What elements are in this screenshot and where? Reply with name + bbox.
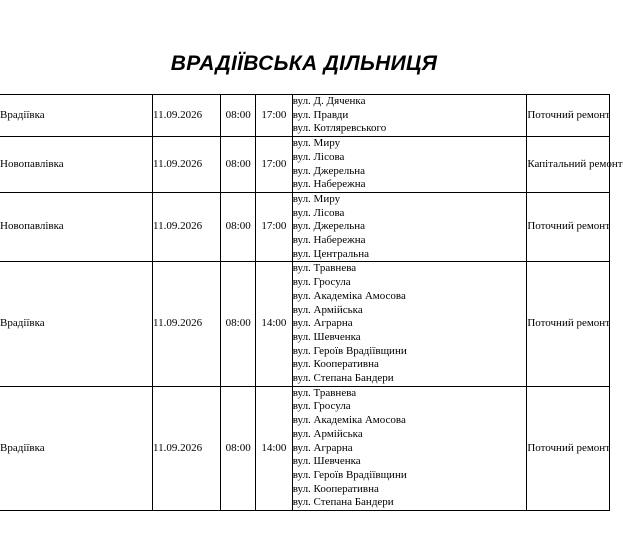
settlement-cell: Врадіївка [0,386,153,510]
date-cell: 11.09.2026 [153,137,221,193]
street-item: вул. Центральна [292,247,369,260]
start-time-cell: 08:00 [221,95,256,137]
street-item: вул. Гросула [292,276,351,289]
street-item: вул. Героїв Врадіївщини [292,468,407,481]
start-time-cell: 08:00 [221,192,256,262]
settlement-cell: Новопавлівка [0,137,153,193]
street-item: вул. Набережна [292,178,366,191]
end-time-cell: 14:00 [256,386,293,510]
end-time-cell: 17:00 [256,192,293,262]
start-time-cell: 08:00 [221,262,256,386]
streets-cell [292,137,527,193]
streets-cell [292,262,527,386]
work-type-cell: Поточний ремонт [527,192,610,262]
street-item: вул. Армійська [292,427,363,440]
street-item: вул. Лісова [292,206,345,219]
street-item: вул. Героїв Врадіївщини [292,344,407,357]
streets-cell [292,386,527,510]
street-item: вул. Армійська [292,303,363,316]
street-item: вул. Набережна [292,234,366,247]
street-item: вул. Лісова [292,150,345,163]
table-row [0,192,610,262]
table-row [0,137,610,193]
street-item: вул. Травнева [292,262,357,275]
date-cell: 11.09.2026 [153,192,221,262]
work-type-cell: Поточний ремонт [527,386,610,510]
start-time-cell: 08:00 [221,386,256,510]
street-item: вул. Академіка Амосова [292,414,406,427]
street-item: вул. Аграрна [292,441,353,454]
street-item: вул. Степана Бандери [292,496,394,509]
street-item: вул. Шевченка [292,330,361,343]
street-item: вул. Шевченка [292,455,361,468]
street-item: вул. Травнева [292,386,357,399]
street-item: вул. Академіка Амосова [292,289,406,302]
settlement-cell: Врадіївка [0,95,153,137]
street-item: вул. Кооперативна [292,482,379,495]
street-item: вул. Д. Дяченка [292,95,366,107]
streets-cell [292,95,527,137]
table-row [0,95,610,137]
start-time-cell: 08:00 [221,137,256,193]
settlement-cell: Врадіївка [0,262,153,386]
street-item: вул. Правди [292,108,349,121]
work-type-cell: Поточний ремонт [527,95,610,137]
street-item: вул. Аграрна [292,317,353,330]
street-item: вул. Джерельна [292,220,366,233]
table-row [0,386,610,510]
streets-cell [292,192,527,262]
date-cell: 11.09.2026 [153,262,221,386]
end-time-cell: 14:00 [256,262,293,386]
end-time-cell: 17:00 [256,95,293,137]
page-title: ВРАДІЇВСЬКА ДІЛЬНИЦЯ [170,52,438,75]
table-row [0,262,610,386]
settlement-cell: Новопавлівка [0,192,153,262]
street-item: вул. Миру [292,192,341,205]
date-cell: 11.09.2026 [153,95,221,137]
work-type-cell: Поточний ремонт [527,262,610,386]
outage-schedule-table [0,94,623,511]
end-time-cell: 17:00 [256,137,293,193]
street-item: вул. Джерельна [292,164,366,177]
street-item: вул. Кооперативна [292,358,379,371]
date-cell: 11.09.2026 [153,386,221,510]
street-item: вул. Котляревського [292,122,387,135]
street-item: вул. Степана Бандери [292,372,394,385]
work-type-cell: Капітальний ремонт [527,137,610,193]
street-item: вул. Миру [292,137,341,150]
street-item: вул. Гросула [292,400,351,413]
